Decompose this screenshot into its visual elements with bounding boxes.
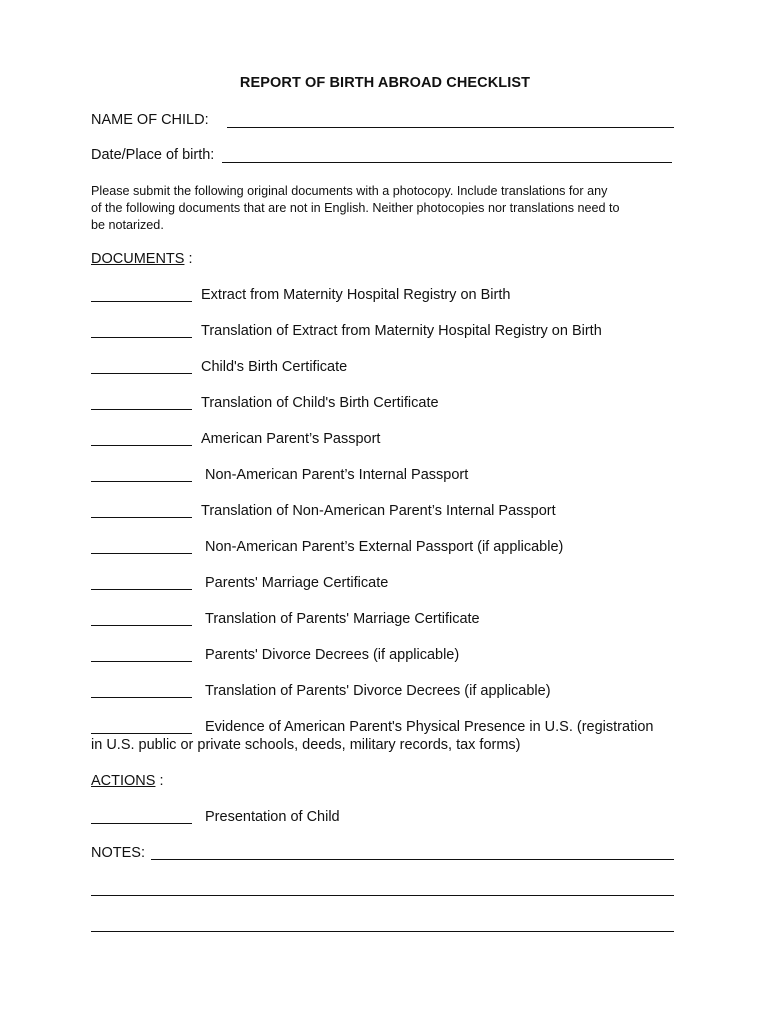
document-item-label: Translation of Parents' Divorce Decrees (if applicable)	[205, 683, 551, 699]
checklist-blank[interactable]	[91, 445, 192, 446]
actions-heading-colon: :	[155, 773, 164, 789]
document-item-label: Translation of Parents' Marriage Certificate	[205, 611, 480, 627]
checklist-blank[interactable]	[91, 481, 192, 482]
page-title: REPORT OF BIRTH ABROAD CHECKLIST	[239, 75, 531, 91]
notes-line[interactable]	[91, 931, 674, 932]
checklist-blank[interactable]	[91, 733, 192, 734]
documents-heading-text: DOCUMENTS	[91, 251, 185, 267]
action-item-label: Presentation of Child	[205, 809, 340, 825]
instructions-paragraph	[91, 183, 691, 234]
document-item-label: Parents' Marriage Certificate	[205, 575, 389, 591]
notes-label: NOTES:	[91, 845, 145, 861]
name-of-child-label: NAME OF CHILD:	[91, 112, 209, 128]
document-item-label-continuation: in U.S. public or private schools, deeds, military records, tax forms)	[91, 737, 521, 753]
document-item-label: Non-American Parent’s Internal Passport	[205, 467, 469, 483]
instructions-line: of the following documents that are not in English. Neither photocopies nor translations need to	[91, 201, 620, 215]
actions-heading	[91, 773, 164, 789]
checklist-blank[interactable]	[91, 553, 192, 554]
instructions-line: be notarized.	[91, 218, 164, 232]
document-item-label: Translation of Child's Birth Certificate	[201, 395, 439, 411]
name-of-child-field[interactable]	[227, 127, 674, 128]
document-item-label: American Parent’s Passport	[201, 431, 381, 447]
actions-heading-text: ACTIONS	[91, 773, 156, 789]
document-item-label: Child's Birth Certificate	[201, 359, 348, 375]
checklist-blank[interactable]	[91, 373, 192, 374]
checklist-blank[interactable]	[91, 697, 192, 698]
document-item-label: Extract from Maternity Hospital Registry on Birth	[201, 287, 511, 303]
checklist-blank[interactable]	[91, 409, 192, 410]
checklist-blank[interactable]	[91, 517, 192, 518]
document-item-label: Evidence of American Parent's Physical Presence in U.S. (registration	[205, 719, 654, 735]
documents-heading-colon: :	[184, 251, 193, 267]
checklist-blank[interactable]	[91, 661, 192, 662]
instructions-line: Please submit the following original documents with a photocopy. Include translations for any	[91, 184, 608, 198]
notes-line[interactable]	[91, 895, 674, 896]
notes-line[interactable]	[151, 859, 674, 860]
documents-heading	[91, 251, 193, 267]
checklist-blank[interactable]	[91, 589, 192, 590]
date-place-of-birth-field[interactable]	[222, 162, 672, 163]
date-place-of-birth-label: Date/Place of birth:	[91, 147, 215, 163]
checklist-blank[interactable]	[91, 301, 192, 302]
document-item-label: Translation of Non-American Parent’s Internal Passport	[201, 503, 556, 519]
document-item-label: Non-American Parent’s External Passport (if applicable)	[205, 539, 564, 555]
checklist-blank[interactable]	[91, 625, 192, 626]
document-item-label: Parents' Divorce Decrees (if applicable)	[205, 647, 460, 663]
document-item-label: Translation of Extract from Maternity Hospital Registry on Birth	[201, 323, 602, 339]
checklist-blank[interactable]	[91, 337, 192, 338]
checklist-blank[interactable]	[91, 823, 192, 824]
